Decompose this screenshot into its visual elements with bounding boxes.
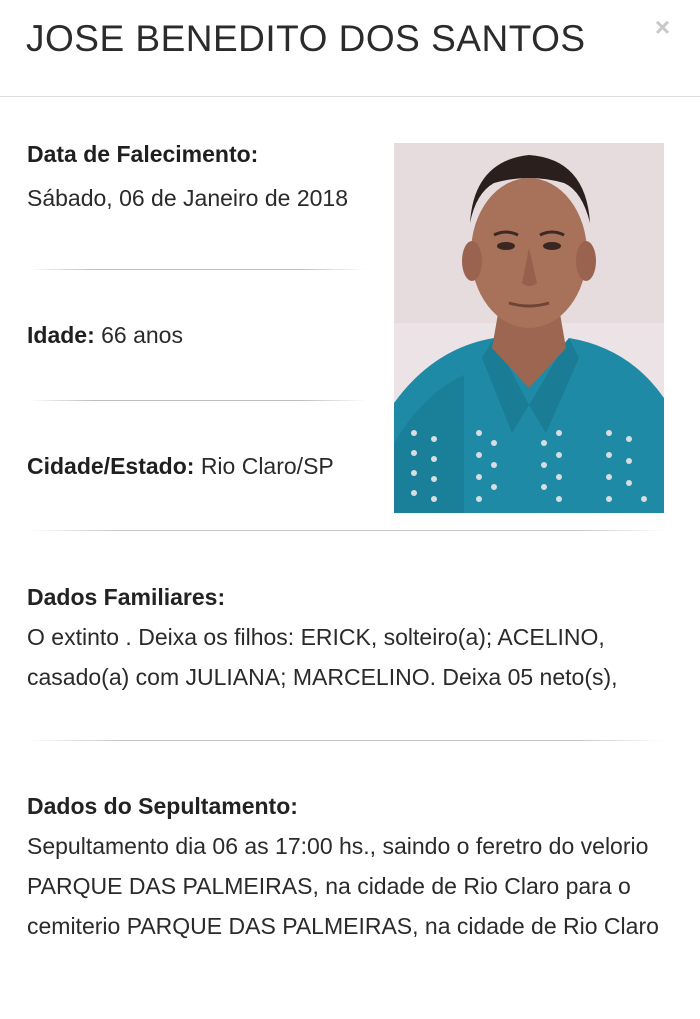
age-section [27,317,183,353]
family-value: O extinto . Deixa os filhos: ERICK, solteiro(a); ACELINO, casado(a) com JULIANA; MARCELINO. Deixa 05 neto(s), [27,624,618,690]
divider [27,740,667,741]
deceased-photo [394,143,664,513]
divider [27,530,667,531]
city-state-section [27,448,334,484]
city-state-value: Rio Claro/SP [200,453,334,479]
burial-section [27,786,667,946]
death-date-value: Sábado, 06 de Janeiro de 2018 [27,185,348,211]
divider [27,269,367,270]
burial-value: Sepultamento dia 06 as 17:00 hs., saindo o feretro do velorio PARQUE DAS PALMEIRAS, na cidade de Rio Claro para o cemiterio PARQUE DAS PALMEIRAS, na cidade de Rio Claro [27,833,659,939]
modal-header [0,0,700,97]
city-state-label: Cidade/Estado: [27,453,195,479]
death-date-label: Data de Falecimento: [27,141,259,167]
death-date-section [27,136,348,216]
divider [27,400,367,401]
family-label: Dados Familiares: [27,584,226,610]
burial-label: Dados do Sepultamento: [27,793,298,819]
close-icon[interactable]: × [654,12,670,42]
family-section [27,577,667,697]
age-label: Idade: [27,322,95,348]
page-title: JOSE BENEDITO DOS SANTOS [26,18,586,59]
age-value: 66 anos [101,322,183,348]
portrait-image [394,143,664,513]
